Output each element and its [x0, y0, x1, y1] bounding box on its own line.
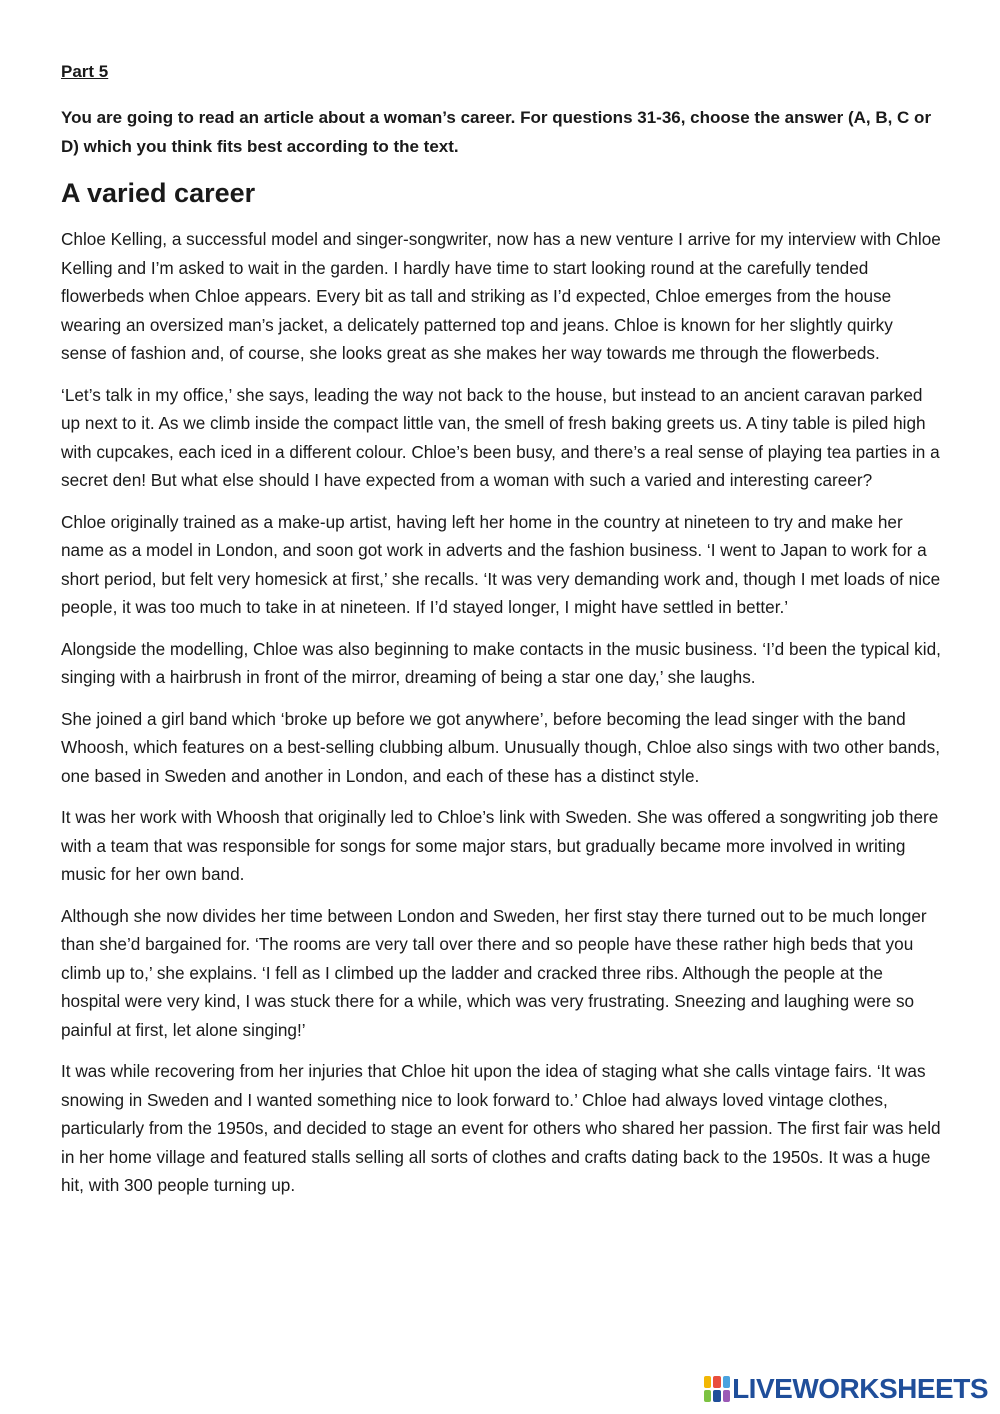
logo-square	[713, 1390, 720, 1402]
part-label: Part 5	[61, 62, 109, 81]
logo-square	[704, 1376, 711, 1388]
logo-square	[713, 1376, 720, 1388]
article-paragraph-8: It was while recovering from her injuries that Chloe hit upon the idea of staging what she calls vintage fairs. ‘It was snowing in Sweden and I wanted something nice to look forward to.’ Chloe had always loved vintage clothes, particularly from the 1950s, and decided to stage an event for others who shared her passion. The first fair was held in her home village and featured stalls selling all sorts of clothes and crafts dating back to the 1950s. It was a huge hit, with 300 people turning up.	[61, 1061, 941, 1195]
article-paragraph-3: Chloe originally trained as a make-up artist, having left her home in the country at nineteen to try and make her name as a model in London, and soon got work in adverts and the fashion business. ‘I went to Japan to work for a short period, but felt very homesick at first,’ she recalls. ‘It was very demanding work and, though I met loads of nice people, it was too much to take in at nineteen. If I’d stayed longer, I might have settled in better.’	[61, 511, 941, 617]
logo-square	[704, 1390, 711, 1402]
article-paragraph-7: Although she now divides her time between London and Sweden, her first stay there turned out to be much longer than she’d bargained for. ‘The rooms are very tall over there and so people have these rather high beds that you climb up to,’ she explains. ‘I fell as I climbed up the ladder and cracked three ribs. Although the people at the hospital were very kind, I was stuck there for a while, which was very frustrating. Sneezing and laughing were so painful at first, let alone singing!’	[61, 905, 927, 1040]
worksheet-page	[61, 58, 941, 1213]
article-paragraph-6: It was her work with Whoosh that originally led to Chloe’s link with Sweden. She was offered a songwriting job there with a team that was responsible for songs for some major stars, but gradually became more involved in writing music for her own band.	[61, 807, 939, 884]
instructions: You are going to read an article about a woman’s career. For questions 31-36, choose the answer (A, B, C or D) which you think fits best according to the text.	[61, 108, 932, 156]
article-paragraph-1: Chloe Kelling, a successful model and singer-songwriter, now has a new venture I arrive for my interview with Chloe Kelling and I’m asked to wait in the garden. I hardly have time to start looking round at the carefully tended flowerbeds when Chloe appears. Every bit as tall and striking as I’d expected, Chloe emerges from the house wearing an oversized man’s jacket, a delicately patterned top and jeans. Chloe is known for her slightly quirky sense of fashion and, of course, she looks great as she makes her way towards me through the flowerbeds.	[61, 229, 941, 363]
liveworksheets-logo	[704, 1374, 988, 1404]
liveworksheets-logo-icon	[704, 1376, 730, 1402]
logo-text: LIVEWORKSHEETS	[732, 1373, 988, 1404]
article-paragraph-2: ‘Let’s talk in my office,’ she says, leading the way not back to the house, but instead to an ancient caravan parked up next to it. As we climb inside the compact little van, the smell of fresh baking greets us. A tiny table is piled high with cupcakes, each iced in a different colour. Chloe’s been busy, and there’s a real sense of playing tea parties in a secret den! But what else should I have expected from a woman with such a varied and interesting career?	[61, 384, 940, 490]
logo-square	[723, 1390, 730, 1402]
article-paragraph-5: She joined a girl band which ‘broke up before we got anywhere’, before becoming the lead singer with the band Whoosh, which features on a best-selling clubbing album. Unusually though, Chloe also sings with two other bands, one based in Sweden and another in London, and each of these has a distinct style.	[61, 708, 940, 786]
article-paragraph-4: Alongside the modelling, Chloe was also beginning to make contacts in the music business. ‘I’d been the typical kid, singing with a hairbrush in front of the mirror, dreaming of being a star one day,’ she laughs.	[61, 638, 941, 687]
logo-square	[723, 1376, 730, 1388]
article-title: A varied career	[61, 178, 256, 208]
